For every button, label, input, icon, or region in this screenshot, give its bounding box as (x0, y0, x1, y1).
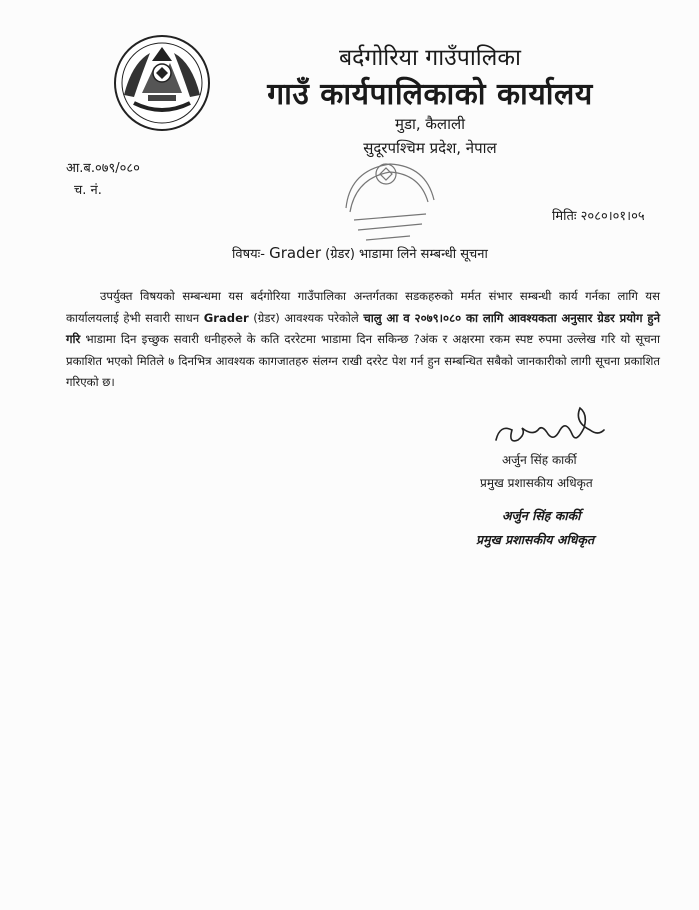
body-part-3: भाडामा दिन इच्छुक सवारी धनीहरुले के कति दररेटमा भाडामा दिन सकिन्छ ?अंक र अक्षरमा रकम स्पष्ट रुपमा उल्लेख गरि यो सूचना प्रकाशित भएको मितिले ७ दिनभित्र आवश्यक कागजातहरु संलग्न राखी दररेट पेश गर्न हुन सम्बन्धित सबैको जानकारीको लागी सूचना प्रकाशित गरिएको छ। (66, 332, 660, 390)
body-bold-grader: Grader (203, 310, 249, 325)
office-location: मुडा, कैलाली (394, 115, 466, 133)
signatory-title: प्रमुख प्रशासकीय अधिकृत (480, 476, 593, 490)
subject-grader: Grader (269, 244, 322, 262)
office-name: गाउँ कार्यपालिकाको कार्यालय (267, 77, 593, 112)
subject-rest: (ग्रेडर) भाडामा लिने सम्बन्धी सूचना (321, 247, 488, 262)
body-bold-fiscal: चालु आ व २०७९।०८० का लागि आवश्यकता अनुसार ग्रेडर प्रयोग हुने गरि (66, 310, 660, 347)
name-stamp: अर्जुन सिंह कार्की (502, 508, 581, 523)
notice-body (66, 286, 660, 394)
nepal-emblem-logo (112, 33, 212, 133)
title-stamp: प्रमुख प्रशासकीय अधिकृत (476, 532, 595, 547)
notice-subject (232, 244, 488, 262)
notice-date: मितिः २०८०।०१।०५ (552, 209, 645, 224)
body-part-2: (ग्रेडर) आवश्यक परेकोले (248, 310, 364, 325)
reference-number: च. नं. (74, 183, 102, 198)
body-part-1: उपर्युक्त विषयको सम्बन्धमा यस बर्दगोरिया गाउँपालिका अन्तर्गतका सडकहरुको मर्मत संभार सम्बन्धी कार्य गर्नका लागि यस कार्यालयलाई हेभी सवारी साधन (66, 289, 660, 325)
office-stamp (330, 150, 442, 250)
subject-prefix: विषयः- (232, 247, 270, 262)
municipality-name: बर्दगोरिया गाउँपालिका (339, 45, 521, 71)
signatory-name: अर्जुन सिंह कार्की (502, 453, 577, 467)
fiscal-year: आ.ब.०७९/०८० (66, 161, 140, 176)
office-province: सुदूरपश्चिम प्रदेश, नेपाल (363, 139, 497, 157)
